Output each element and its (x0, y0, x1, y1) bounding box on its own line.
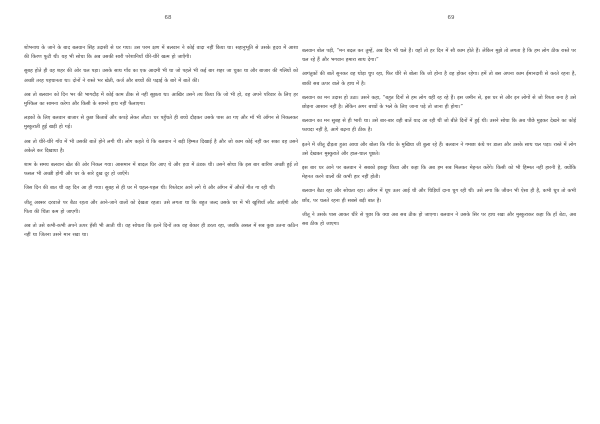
page-number: 68 (164, 15, 172, 21)
page-number: 69 (447, 15, 455, 21)
paragraph: बलवान बोल पड़ी, “मन बदल कर तुम्हें, अब दिन भी चले हैं। यहाँ तो हर दिन में सौ काम होते हैं। लेकिन मुझे तो लगता है कि हम लोग ठीक रास्ते पर चल रहे हैं और भगवान हमारा साथ देगा।” (302, 48, 576, 64)
paragraph: अब तो धीरे-धीरे गाँव में भी उसकी बातें होने लगी थीं। लोग कहते थे कि बलवान ने बड़ी हिम्मत दिखाई है और जो काम कोई नहीं कर सका वह उसने अकेले कर दिखाया है। (24, 138, 298, 154)
paragraph: सुबह होते ही वह शहर की ओर चल पड़ा। उसके साथ गाँव का एक आदमी भी था जो पहले भी कई बार शहर जा चुका था और बाजार की गलियों को अच्छी तरह पहचानता था। दोनों ने रास्ते भर खेती, कर्ज और बच्चों की पढ़ाई के बारे में बातें कीं। (24, 68, 298, 84)
paragraph: अब तो उसे कभी-कभी अपने ऊपर हँसी भी आती थी। वह सोचता कि इतने दिनों तक वह बेकार ही डरता रहा, जबकि असल में सब कुछ उतना कठिन नहीं था जितना उसने मान रखा था। (24, 223, 298, 239)
page-body (24, 44, 298, 245)
paragraph: शाम के समय बलवान खेत की ओर निकल गया। आसमान में बादल घिर आए थे और हवा में ठंडक थी। उसने सोचा कि इस बार बारिश अच्छी हुई तो फसल भी अच्छी होगी और घर के सारे दुख दूर हो जाएँगे। (24, 162, 298, 178)
paragraph: जिस दिन की बात थी वह दिन आ ही गया। सुबह से ही घर में चहल-पहल थी। रिश्तेदार आने लगे थे और आँगन में औरतें गीत गा रही थीं। (24, 185, 276, 192)
paragraph: बलवान का मन सुबह से ही भारी था। उसे बार-बार वही बातें याद आ रही थीं जो बीते दिनों में हुई थीं। उसने सोचा कि अब पीछे मुड़कर देखने का कोई फायदा नहीं है, आगे बढ़ना ही ठीक है। (302, 118, 576, 134)
paragraph: अब तो बलवान को दिन भर की भागदौड़ में कोई काम ठीक से नहीं सूझता था। आखिर उसने तय किया कि जो भी हो, वह अपने परिवार के लिए हर मुश्किल का सामना करेगा और किसी के सामने हाथ नहीं फैलाएगा। (24, 91, 298, 108)
paragraph: इतने में जीतू दौड़ता हुआ आया और बोला कि गाँव के मुखिया जी बुला रहे हैं। बलवान ने गमछा कंधे पर डाला और उसके साथ चल पड़ा। रास्ते में लोग उसे देखकर मुस्कुराते और हाल-चाल पूछते। (302, 141, 576, 157)
paragraph: इस बार घर आने पर बलवान ने सबको इकट्ठा किया और कहा कि अब हम सब मिलकर मेहनत करेंगे। किसी को भी हिम्मत नहीं हारनी है, क्योंकि मेहनत करने वालों की कभी हार नहीं होती। (302, 165, 576, 181)
paragraph: आगंतुकों की बातें सुनकर वह थोड़ा चुप रहा, फिर धीरे से बोला कि जो होना है वह होकर रहेगा। हमें तो बस अपना काम ईमानदारी से करते रहना है, बाकी सब ऊपर वाले के हाथ में है। (302, 71, 576, 87)
page-body (302, 47, 576, 234)
paragraph: शोभनाथ के जाने के बाद बलवान सिंह उदासी से घर गया। उस परम क्षण में बलवान ने कोई वादा नहीं किया था। सहानुभूति से उसके हृदय में आशा की किरण फूटी थी। यह भी सोचा कि अब उसकी सारी परेशानियाँ धीरे-धीरे खत्म हो जाएँगी। (24, 45, 298, 61)
right-page (302, 0, 576, 424)
paragraph: बलवान का मन उदास हो उठा। उसने कहा, “बहुत दिनों से हम लोग यहीं रह रहे हैं। इस जमीन से, इस घर से और इन लोगों से जो रिश्ता बना है उसे छोड़ना आसान नहीं है। लेकिन अगर बच्चों के भले के लिए जाना पड़े तो जाना ही होगा।” (302, 94, 576, 111)
paragraph: जीतू अक्सर दरवाजे पर बैठा रहता और आने-जाने वालों को देखता रहता। उसे लगता था कि बहुत जल्द उसके घर में भी खुशियाँ लौट आएँगी और पिता की चिंता कम हो जाएगी। (24, 199, 298, 215)
paragraph: बलवान बैठा रहा और सोचता रहा। आँगन में धूप उतर आई थी और चिड़ियाँ दाना चुग रही थीं। उसे लगा कि जीवन भी ऐसा ही है, कभी धूप तो कभी छाँव, पर चलते रहना ही सबसे बड़ी बात है। (302, 188, 576, 204)
left-page (24, 0, 298, 424)
paragraph: लड़कों के लिए बलवान बाजार से कुछ किताबें और कपड़े लेकर लौटा। घर पहुँचते ही बच्चे दौड़कर उसके पास आ गए और माँ भी आँगन से निकलकर मुस्कुराती हुई खड़ी हो गई। (24, 115, 298, 131)
paragraph: जीतू ने उसके पास आकर धीरे से पूछा कि क्या अब सब ठीक हो जाएगा। बलवान ने उसके सिर पर हाथ रखा और मुस्कुराकर कहा कि हाँ बेटा, अब सब ठीक हो जाएगा। (302, 211, 576, 228)
